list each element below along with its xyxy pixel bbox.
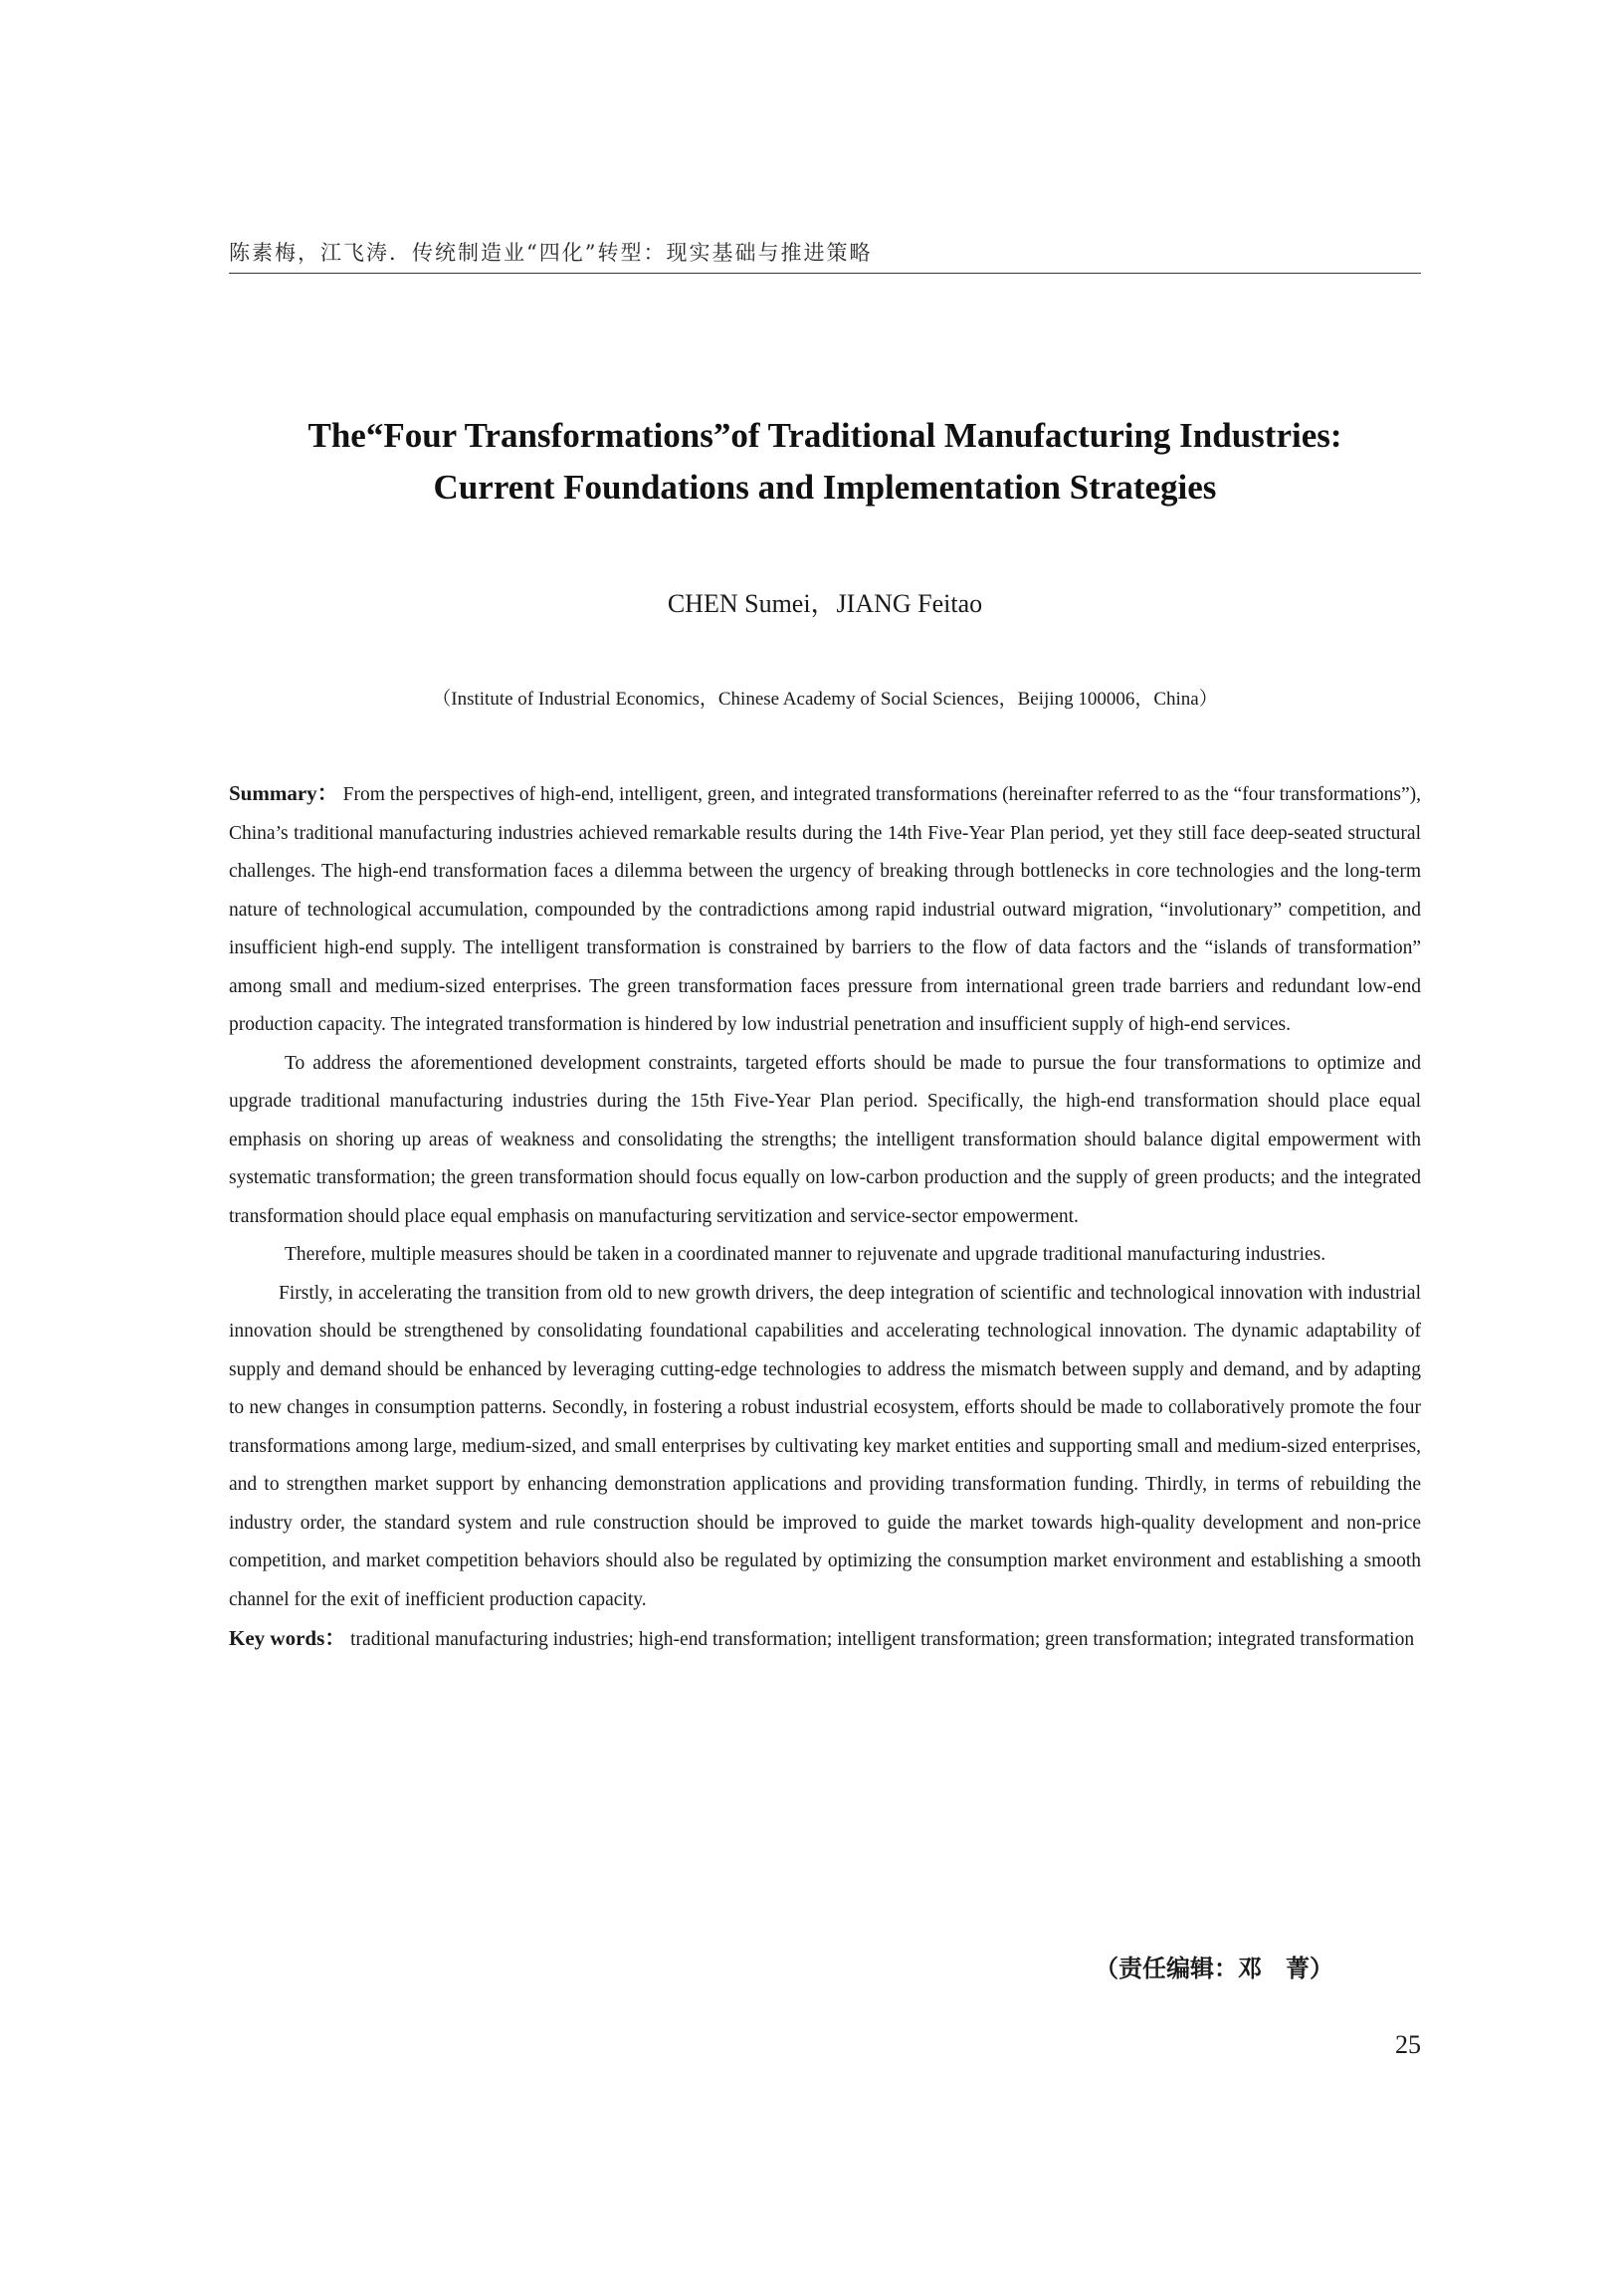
- affiliation: （Institute of Industrial Economics，Chinese Academy of Social Sciences，Beijing 100006，China）: [432, 689, 1218, 710]
- keywords-label: Key words：: [229, 1626, 346, 1650]
- summary-paragraph-2: To address the aforementioned development constraints, targeted efforts should be made to pursue the four transformations to optimize and upgrade traditional manufacturing industries during the 15th Five-Year Plan period. Specifically, the high-end transformation should place equal emphasis on shoring up areas of weakness and consolidating the strengths; the intelligent transformation should balance digital empowerment with systematic transformation; the green transformation should focus equally on low-carbon production and the supply of green products; and the integrated transformation should place equal emphasis on manufacturing servitization and service-sector empowerment.: [229, 1052, 1421, 1227]
- abstract-body: [229, 774, 1421, 1660]
- keywords-text: traditional manufacturing industries; high-end transformation; intelligent transformation; green transformation; integrated transformation: [350, 1629, 1415, 1650]
- keywords-paragraph: [229, 1619, 1421, 1660]
- running-header: 陈素梅，江飞涛．传统制造业“四化”转型：现实基础与推进策略: [229, 241, 873, 265]
- title-line-2: Current Foundations and Implementation Strategies: [433, 468, 1217, 507]
- editor-note: （责任编辑：邓 菁）: [1095, 1955, 1333, 1982]
- page-number: 25: [1395, 2030, 1421, 2059]
- summary-text-1: From the perspectives of high-end, intelligent, green, and integrated transformations (hereinafter referred to as the “four transformations”), China’s traditional manufacturing industries achieved remarkable results during the 14th Five-Year Plan period, yet they still face deep-seated structural challenges. The high-end transformation faces a dilemma between the urgency of breaking through bottlenecks in core technologies and the long-term nature of technological accumulation, compounded by the contradictions among rapid industrial outward migration, “involutionary” competition, and insufficient high-end supply. The intelligent transformation is constrained by barriers to the flow of data factors and the “islands of transformation” among small and medium-sized enterprises. The green transformation faces pressure from international green trade barriers and redundant low-end production capacity. The integrated transformation is hindered by low industrial penetration and insufficient supply of high-end services.: [229, 784, 1422, 1035]
- summary-label: Summary：: [229, 781, 338, 805]
- summary-paragraph-3: Therefore, multiple measures should be taken in a coordinated manner to rejuvenate and upgrade traditional manufacturing industries.: [285, 1244, 1326, 1265]
- summary-paragraph-4: Firstly, in accelerating the transition from old to new growth drivers, the deep integration of scientific and technological innovation with industrial innovation should be strengthened by consolidating foundational capabilities and accelerating technological innovation. The dynamic adaptability of supply and demand should be enhanced by leveraging cutting-edge technologies to address the mismatch between supply and demand, and by adapting to new changes in consumption patterns. Secondly, in fostering a robust industrial ecosystem, efforts should be made to collaboratively promote the four transformations among large, medium-sized, and small enterprises by cultivating key market entities and supporting small and medium-sized enterprises, and to strengthen market support by enhancing demonstration applications and providing transformation funding. Thirdly, in terms of rebuilding the industry order, the standard system and rule construction should be improved to guide the market towards high-quality development and non-price competition, and market competition behaviors should also be regulated by optimizing the consumption market environment and establishing a smooth channel for the exit of inefficient production capacity.: [229, 1282, 1421, 1610]
- paper-title: [199, 410, 1451, 514]
- title-line-1: The“Four Transformations”of Traditional Manufacturing Industries:: [307, 416, 1342, 455]
- authors: CHEN Sumei，JIANG Feitao: [667, 589, 983, 618]
- header-rule: [229, 273, 1421, 274]
- summary-paragraph-1: [229, 774, 1421, 1045]
